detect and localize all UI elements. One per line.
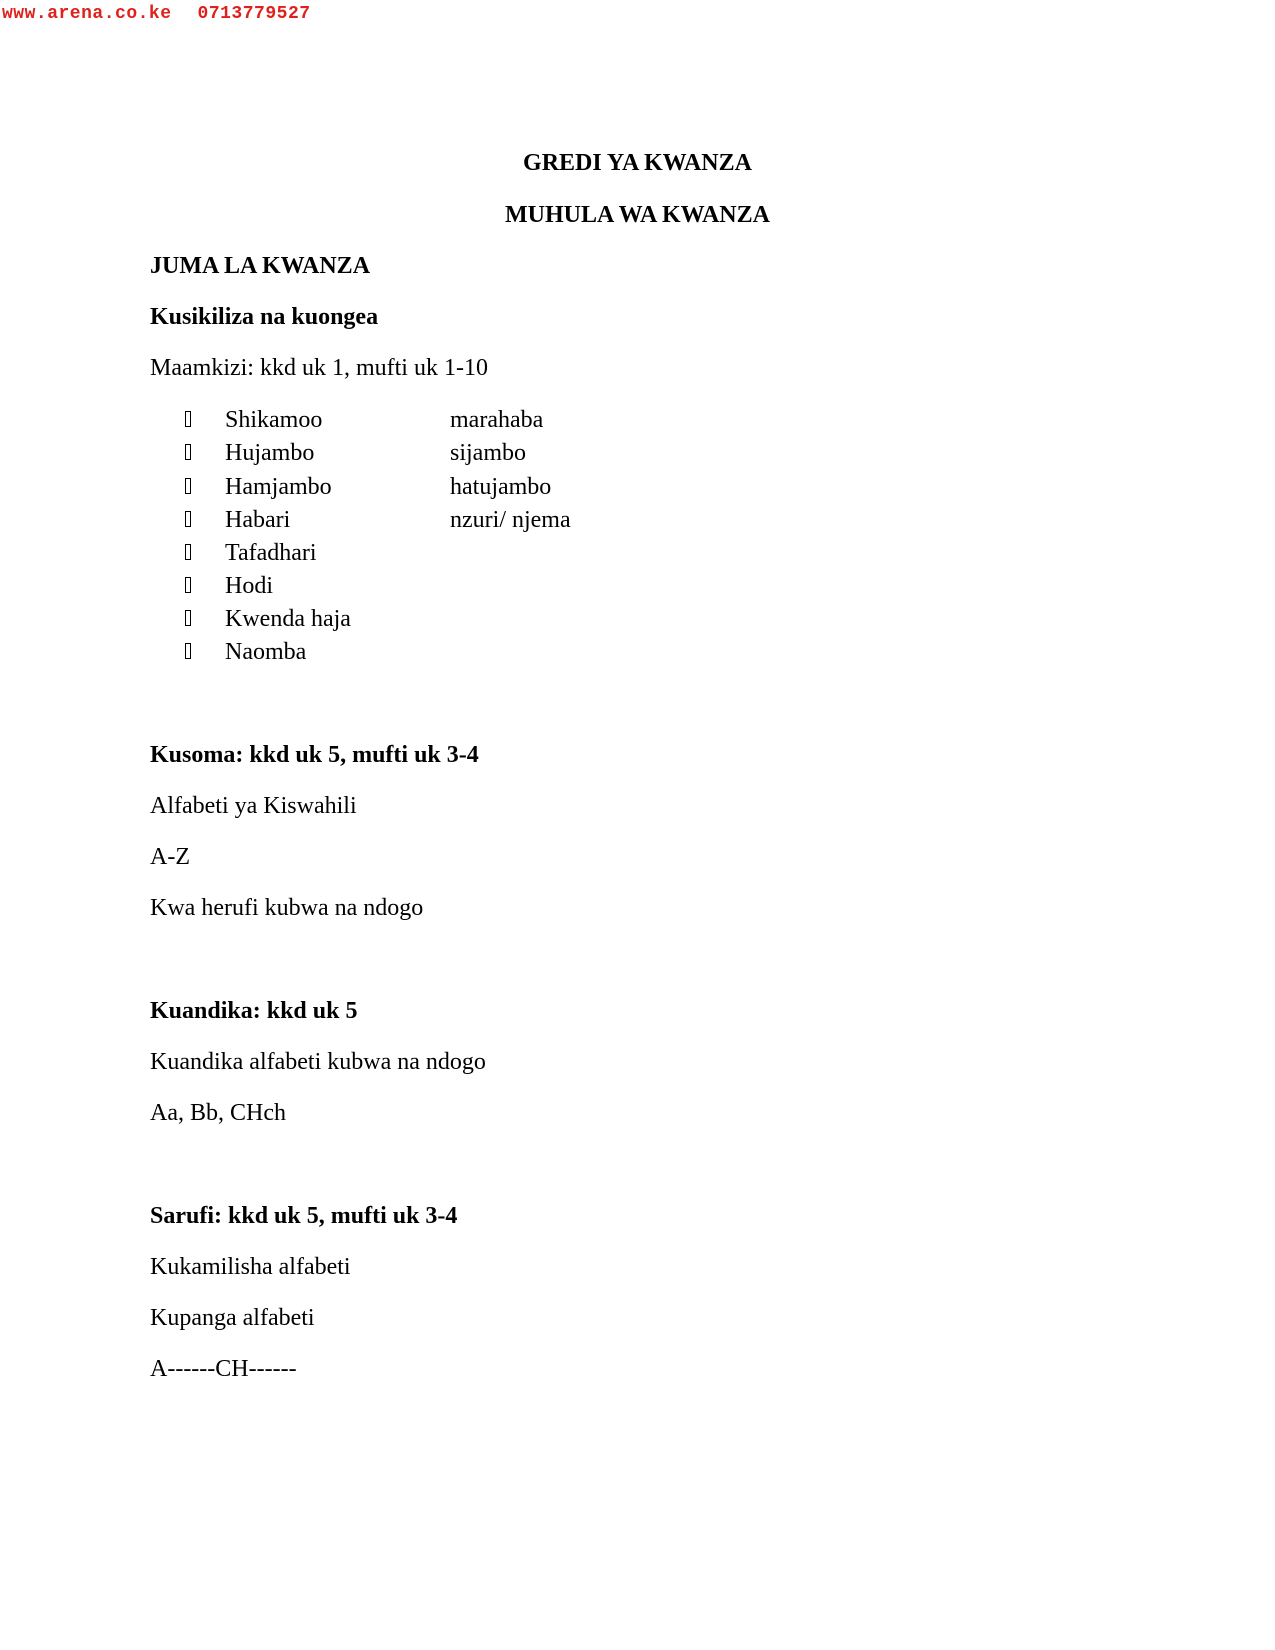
bullet-icon (185, 610, 191, 626)
bullet-icon (185, 411, 191, 427)
reading-line: Alfabeti ya Kiswahili (150, 793, 357, 819)
reading-heading: Kusoma: kkd uk 5, mufti uk 3-4 (150, 742, 479, 768)
greeting-term: Habari (225, 507, 291, 533)
reading-line: A-Z (150, 844, 190, 870)
greeting-reply: sijambo (450, 440, 526, 466)
greeting-term: Tafadhari (225, 540, 317, 566)
greeting-term: Hamjambo (225, 474, 332, 500)
greeting-term: Hujambo (225, 440, 315, 466)
greeting-reply: hatujambo (450, 474, 552, 500)
week-heading: JUMA LA KWANZA (150, 253, 371, 279)
watermark-header (2, 4, 337, 24)
writing-line: Kuandika alfabeti kubwa na ndogo (150, 1049, 486, 1075)
bullet-icon (185, 478, 191, 494)
greeting-reply: nzuri/ njema (450, 507, 571, 533)
term-title: MUHULA WA KWANZA (505, 202, 770, 228)
greeting-reply: marahaba (450, 407, 544, 433)
bullet-icon (185, 577, 191, 593)
greeting-term: Naomba (225, 639, 307, 665)
bullet-icon (185, 511, 191, 527)
greeting-term: Kwenda haja (225, 606, 351, 632)
reading-line: Kwa herufi kubwa na ndogo (150, 895, 424, 921)
bullet-icon (185, 444, 191, 460)
bullet-icon (185, 643, 191, 659)
listening-heading: Kusikiliza na kuongea (150, 304, 379, 330)
grade-title: GREDI YA KWANZA (523, 150, 752, 176)
writing-heading: Kuandika: kkd uk 5 (150, 998, 358, 1024)
bullet-icon (185, 544, 191, 560)
greeting-term: Hodi (225, 573, 273, 599)
greeting-term: Shikamoo (225, 407, 323, 433)
writing-line: Aa, Bb, CHch (150, 1100, 286, 1126)
watermark-phone: 0713779527 (197, 4, 311, 24)
greetings-intro: Maamkizi: kkd uk 1, mufti uk 1-10 (150, 355, 488, 381)
grammar-heading: Sarufi: kkd uk 5, mufti uk 3-4 (150, 1203, 458, 1229)
grammar-line: A------CH------ (150, 1356, 297, 1382)
grammar-line: Kupanga alfabeti (150, 1305, 315, 1331)
grammar-line: Kukamilisha alfabeti (150, 1254, 351, 1280)
watermark-site: www.arena.co.ke (2, 4, 172, 24)
